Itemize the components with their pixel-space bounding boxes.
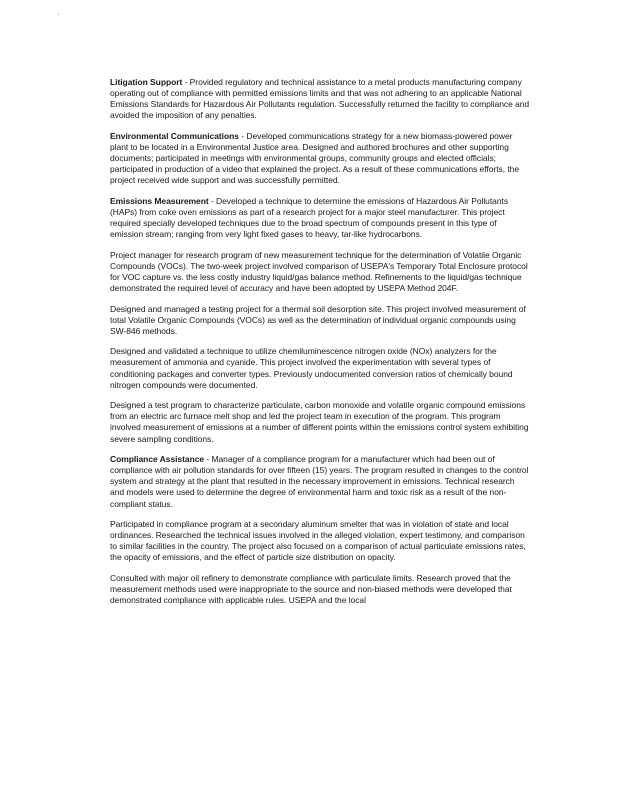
paragraph-thermal-soil-desorption xyxy=(110,304,530,337)
paragraph-electric-arc-furnace xyxy=(110,400,530,444)
paragraph-text: Designed and managed a testing project for a thermal soil desorption site. This project involved measurement of total Volatile Organic Compounds (VOCs) as well as the determination of individual organic compounds using SW-846 methods. xyxy=(110,303,526,336)
document-body xyxy=(110,77,530,616)
paragraph-compliance-assistance xyxy=(110,454,530,509)
paragraph-environmental-communications xyxy=(110,131,530,186)
paragraph-litigation-support xyxy=(110,77,530,121)
scan-speck: ' xyxy=(58,14,60,20)
paragraph-aluminum-smelter xyxy=(110,519,530,563)
paragraph-text: Participated in compliance program at a secondary aluminum smelter that was in violation of state and local ordinances. Researched the technical issues involved in the alleged violation, expert testimony, and comparison to similar facilities in the country. The project also focused on a comparison of actual particulate emissions rates, the opacity of emissions, and the effect of particle size distribution on opacity. xyxy=(110,519,526,563)
paragraph-voc-research-program xyxy=(110,250,530,294)
section-heading-emissions-measurement: Emissions Measurement xyxy=(110,195,209,206)
paragraph-text: Consulted with major oil refinery to demonstrate compliance with particulate limits. Research proved that the measurement methods used were inappropriate to the source and non-biased methods were developed that demonstrated compliance with applicable rules. USEPA and the local xyxy=(110,572,512,606)
paragraph-text: Project manager for research program of new measurement technique for the determination of Volatile Organic Compounds (VOCs). The two-week project involved comparison of USEPA's Temporary Total Enclosure protocol for VOC capture vs. the less costly industry liquid/gas balance method. Refinements to the liquid/gas technique demonstrated the required level of accuracy and have been adopted by USEPA Method 204F. xyxy=(110,249,528,293)
paragraph-text: Designed and validated a technique to utilize chemiluminescence nitrogen oxide (NOx) analyzers for the measurement of ammonia and cyanide. This project involved the experimentation with several types of conditioning packages and converter types. Previously undocumented conversion ratios of chemically bound nitrogen compounds were documented. xyxy=(110,346,513,390)
paragraph-text: - Provided regulatory and technical assistance to a metal products manufacturing company operating out of compliance with permitted emissions limits and that was not adhering to an applicable National Emissions Standards for Hazardous Air Pollutants regulation. Successfully returned the facility to compliance and avoided the imposition of any penalties. xyxy=(110,77,530,121)
paragraph-chemiluminescence-technique xyxy=(110,346,530,390)
section-heading-litigation-support: Litigation Support xyxy=(110,77,183,87)
paragraph-text: - Developed a technique to determine the emissions of Hazardous Air Pollutants (HAPs) from coke oven emissions as part of a research project for a major steel manufacturer. This project required specially developed techniques due to the broad spectrum of compounds present in this type of emission stream; ranging from very light fixed gases to heavy, tar-like hydrocarbons. xyxy=(110,195,509,240)
section-heading-environmental-communications: Environmental Communications xyxy=(110,130,239,141)
paragraph-text: - Manager of a compliance program for a manufacturer which had been out of compliance with air pollution standards for over fifteen (15) years. The program resulted in changes to the control system and strategy at the plant that resulted in the necessary improvement in emissions. Technical research and models were used to determine the degree of environmental harm and toxic risk as a result of the non-compliant status. xyxy=(110,454,529,509)
section-heading-compliance-assistance: Compliance Assistance xyxy=(110,454,205,465)
paragraph-text: - Developed communications strategy for a new biomass-powered power plant to be located in a Environmental Justice area. Designed and authored brochures and other supporting documents; participated in meetings with environmental groups, community groups and elected officials; participated in production of a video that explained the project. As a result of these communications efforts, the project received wide support and was successfully permitted. xyxy=(110,130,520,186)
paragraph-oil-refinery xyxy=(110,573,530,606)
paragraph-emissions-measurement xyxy=(110,196,530,240)
paragraph-text: Designed a test program to characterize particulate, carbon monoxide and volatile organic compound emissions from an electric arc furnace melt shop and led the project team in execution of the program. This program involved measurement of emissions at a number of different points within the emissions control system exhibiting severe sampling conditions. xyxy=(110,400,529,444)
